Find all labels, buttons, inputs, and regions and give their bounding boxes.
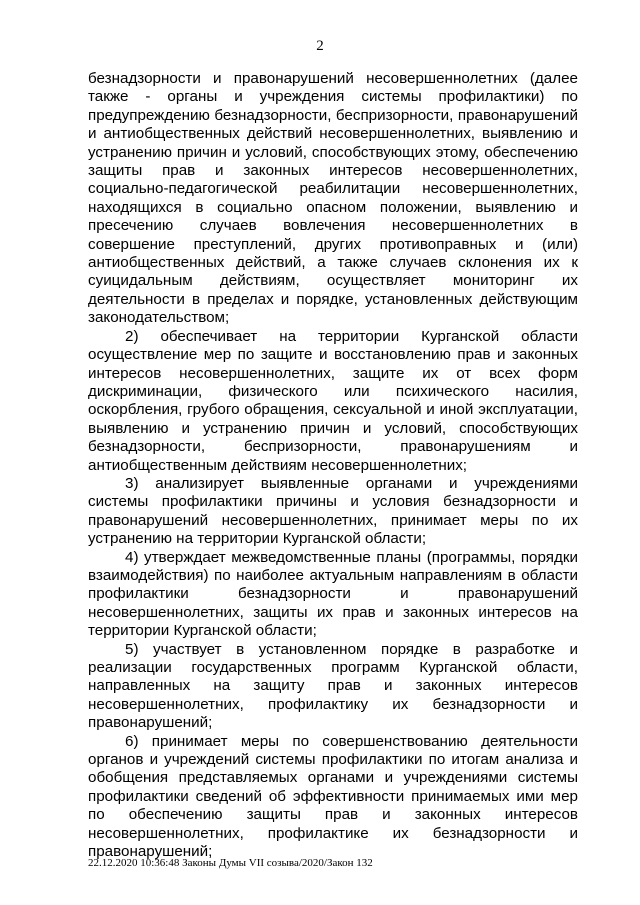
document-footer: 22.12.2020 10:36:48 Законы Думы VII созыва/2020/Закон 132 (88, 857, 373, 869)
paragraph-item-2: 2) обеспечивает на территории Курганской области осуществление мер по защите и восстановлению прав и законных интересов несовершеннолетних, защите их от всех форм дискриминации, физического или психического насилия, оскорбления, грубого обращения, сексуальной и иной эксплуатации, выявлению и устранению причин и условий, способствующих безнадзорности, беспризорности, правонарушениям и антиобщественным действиям несовершеннолетних; (88, 327, 578, 474)
paragraph-continuation: безнадзорности и правонарушений несовершеннолетних (далее также - органы и учреждения системы профилактики) по предупреждению безнадзорности, беспризорности, правонарушений и антиобщественных действий несовершеннолетних, выявлению и устранению причин и условий, способствующих этому, обеспечению защиты прав и законных интересов несовершеннолетних, социально-педагогической реабилитации несовершеннолетних, находящихся в социально опасном положении, выявлению и пресечению случаев вовлечения несовершеннолетних в совершение преступлений, других противоправных и (или) антиобщественных действий, а также случаев склонения их к суицидальным действиям, осуществляет мониторинг их деятельности в пределах и порядке, установленных действующим законодательством; (88, 70, 578, 327)
page-number: 2 (316, 38, 324, 54)
paragraph-item-5: 5) участвует в установленном порядке в разработке и реализации государственных программ Курганской области, направленных на защиту прав и законных интересов несовершеннолетних, профилактику их безнадзорности и правонарушений; (88, 640, 578, 732)
paragraph-item-4: 4) утверждает межведомственные планы (программы, порядки взаимодействия) по наиболее актуальным направлениям в области профилактики безнадзорности и правонарушений несовершеннолетних, защиты их прав и законных интересов на территории Курганской области; (88, 548, 578, 640)
document-body (88, 70, 578, 861)
paragraph-item-6: 6) принимает меры по совершенствованию деятельности органов и учреждений системы профилактики по итогам анализа и обобщения представляемых органами и учреждениями системы профилактики сведений об эффективности принимаемых ими мер по обеспечению защиты прав и законных интересов несовершеннолетних, профилактике их безнадзорности и правонарушений; (88, 732, 578, 861)
paragraph-item-3: 3) анализирует выявленные органами и учреждениями системы профилактики причины и условия безнадзорности и правонарушений несовершеннолетних, принимает меры по их устранению на территории Курганской области; (88, 474, 578, 548)
